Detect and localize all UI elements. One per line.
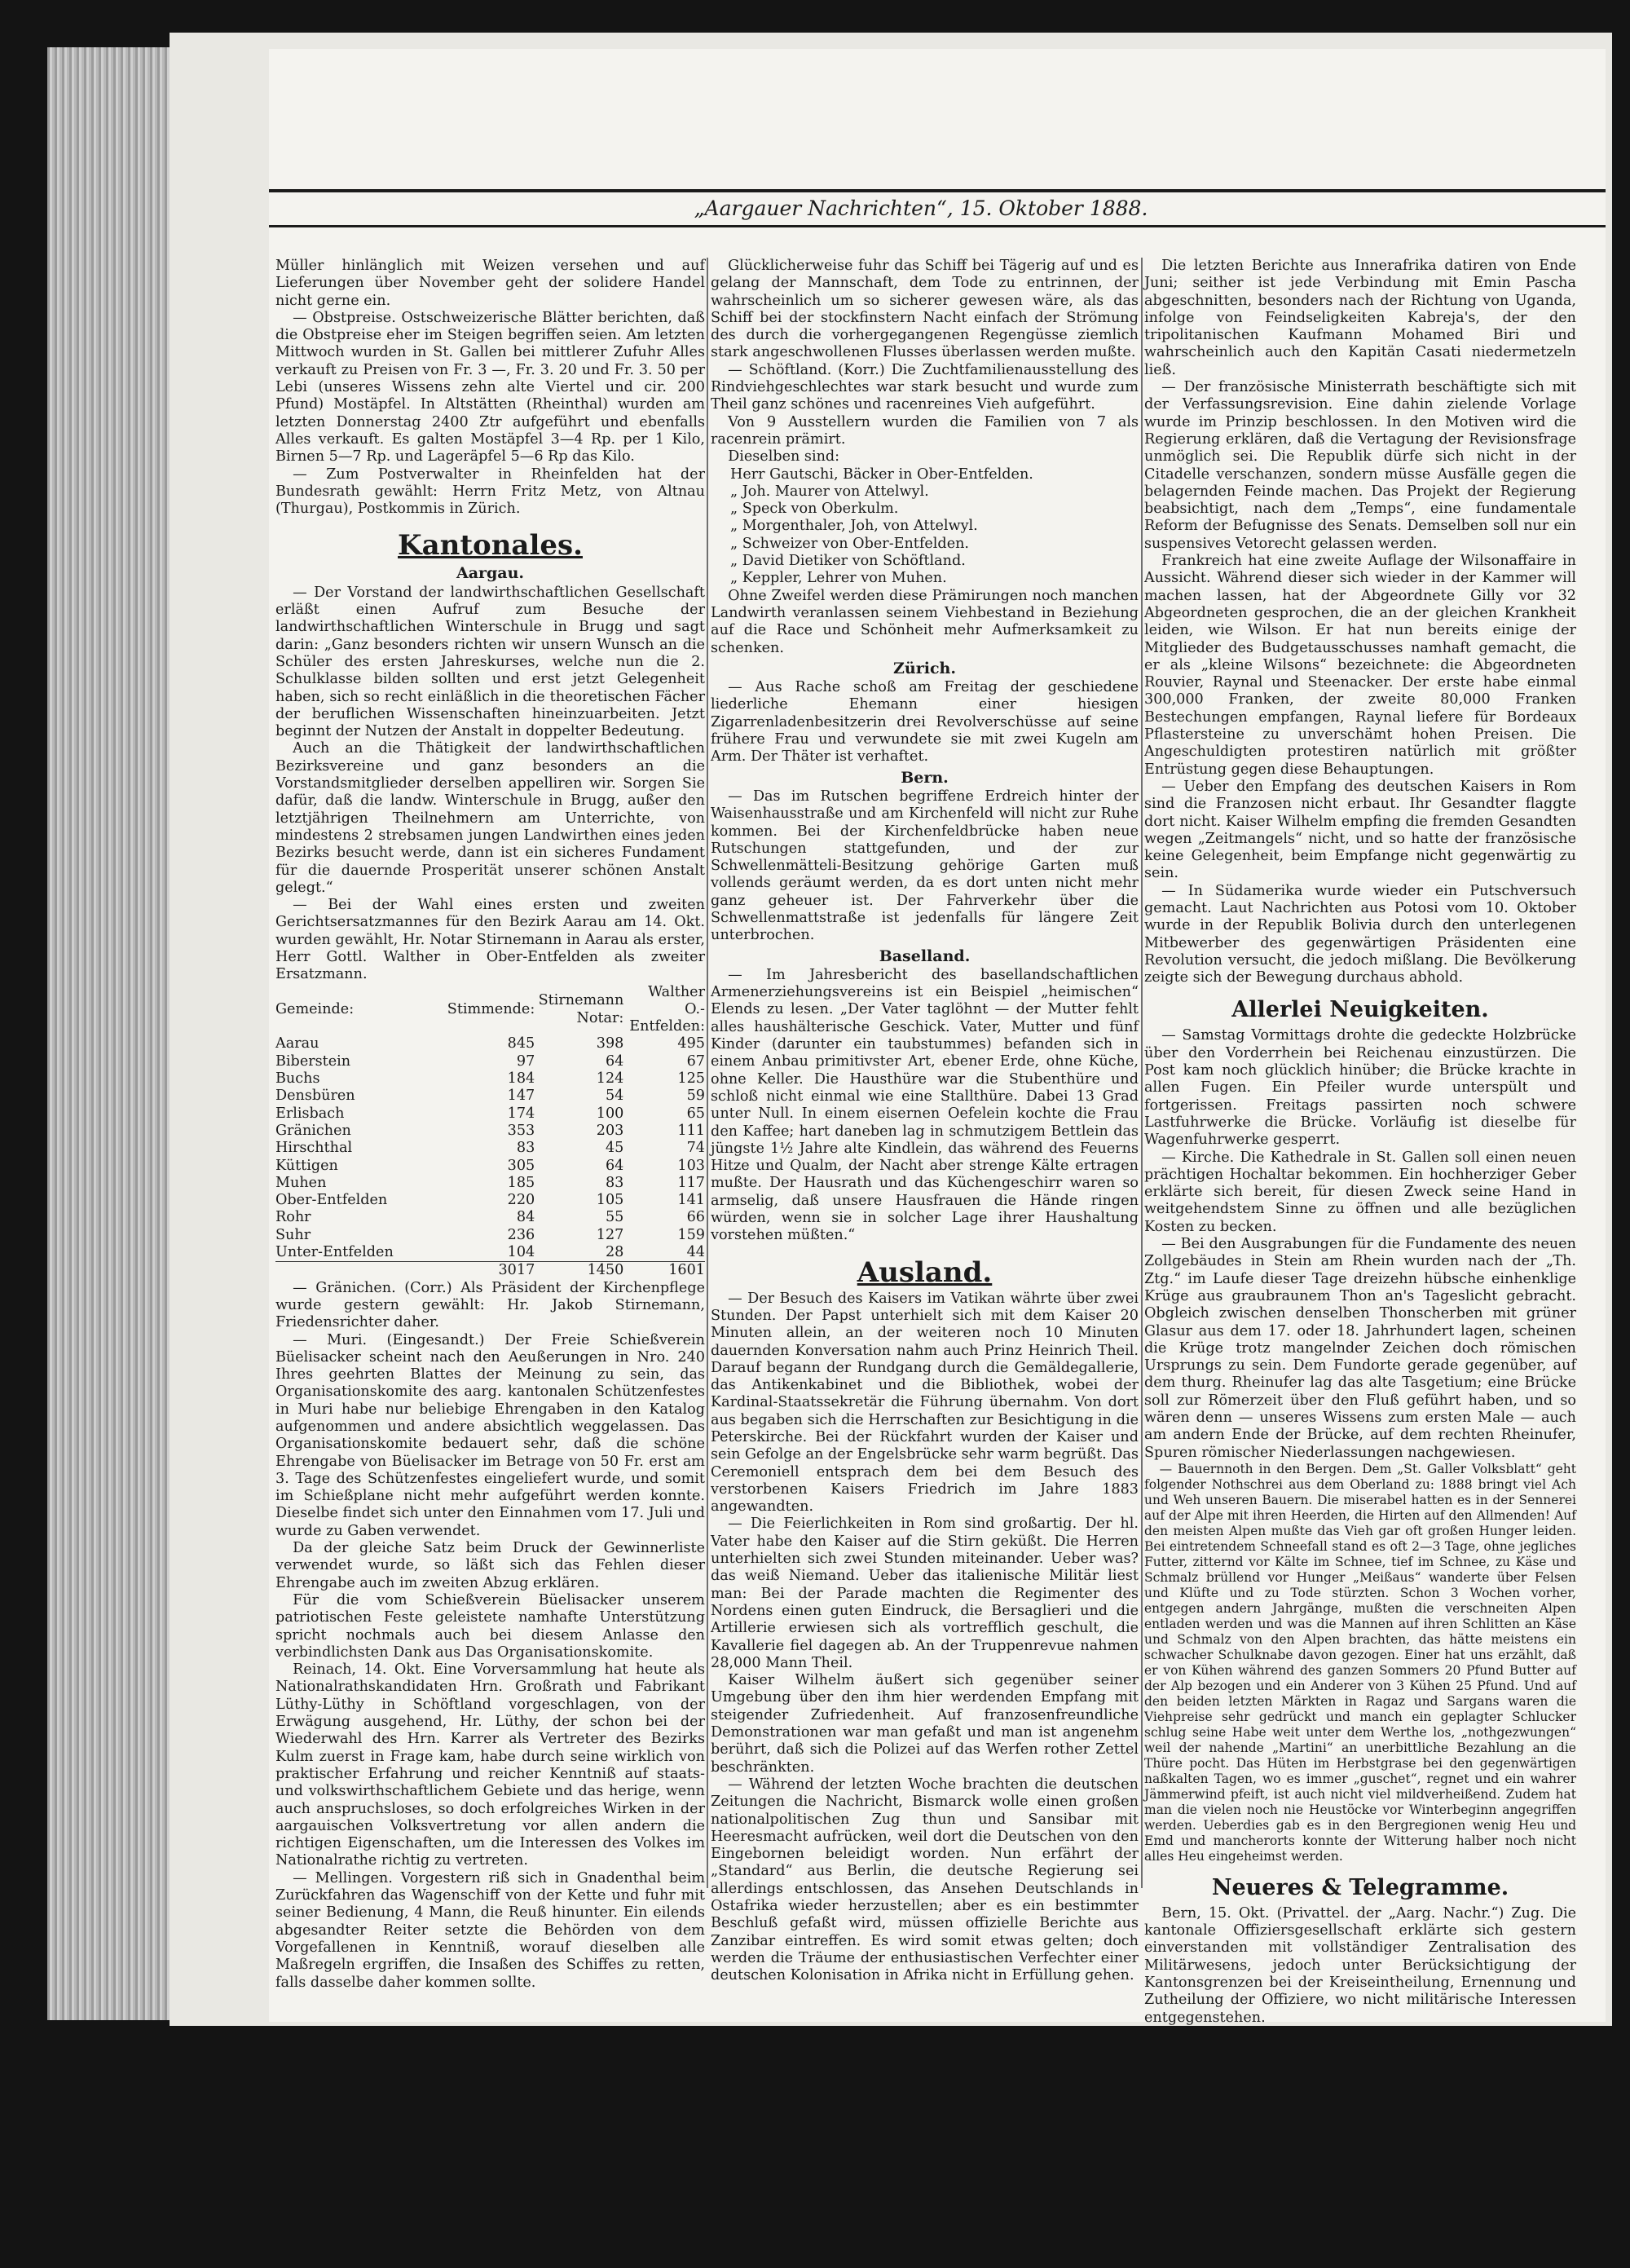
total-walther: 1601 — [623, 1262, 705, 1280]
vote-totals — [275, 1262, 705, 1280]
article-reinach: Reinach, 14. Okt. Eine Vorversammlung hat heute als Nationalrathskandidaten Hrn. Großrath und Fabrikant Lüthy-Lüthy in Schöftland vorgeschlagen, von der Erwägung ausgehend, Hr. Lüthy, der schon bei der Wiederwahl des Hrn. Karrer als Vertreter des Bezirks Kulm zuerst in Frage kam, habe durch seine wirklich von praktischer Erfahrung und reicher Kenntniß auf staats- und volkswirthschaftlichem Gebiete und das herige, wenn auch anspruchsloses, so doch erfolgreiches Wirken in der aargauischen Volksvertretung vor allen andern die richtigen Eigenschaften, um die Interessen des Volkes im Nationalrathe richtig zu vertreten. — [275, 1661, 705, 1869]
article-postverwalter: — Zum Postverwalter in Rheinfelden hat der Bundesrath gewählt: Herrn Fritz Metz, von Altnau (Thurgau), Postkommis in Zürich. — [275, 466, 705, 518]
article-rache: — Aus Rache schoß am Freitag der geschiedene liederliche Ehemann einer hiesigen Zigarrenladenbesitzerin drei Revolverschüsse auf seine frühere Frau und verwundete sie mit zwei Kugeln am Arm. Der Thäter ist verhaftet. — [711, 679, 1139, 766]
article-jahresbericht: — Im Jahresbericht des basellandschaftlichen Armenerziehungsvereins ist ein Beispiel „heimischen“ Elends zu lesen. „Der Vater taglöhnt — der Mutter fehlt alles haushälterische Geschick. Vater, Mutter und fünf Kinder (darunter ein taubstummes) befanden sich in einem Anbau primitivster Art, ebener Erde, ohne Küche, ohne Keller. Die Hausthüre war die Stubenthüre und schloß nicht einmal wie eine Stallthüre. Dabei 13 Grad unter Null. In einem eisernen Oefelein kochte die Frau den Kaffee; hart daneben lag in schmutzigem Bettlein das jüngste 1½ Jahre alte Kindlein, das während des Feuerns Hitze und Qualm, der Nacht aber strenge Kälte ertragen mußte. Der Hausrath und das Küchengeschirr waren so armselig, daß unsere Hausfrauen die Hände ringen würden, wenn sie in solcher Lage ihrer Haushaltung vorstehen müßten.“ — [711, 966, 1139, 1244]
header-rule-bottom — [269, 225, 1606, 227]
vote-cell-stirnemann: 28 — [605, 1244, 624, 1261]
vote-cell-gemeinde: Ober-Entfelden — [275, 1192, 388, 1209]
vote-cell-stimmende: 83 — [516, 1140, 535, 1157]
vote-row — [275, 1035, 705, 1052]
vote-cell-stimmende: 147 — [507, 1088, 535, 1105]
column-3 — [1144, 258, 1576, 2026]
header-walther: Walther O.-Entfelden: — [629, 983, 705, 1035]
vote-cell-stimmende: 353 — [507, 1122, 535, 1139]
vote-cell-walther: 103 — [677, 1157, 705, 1174]
column-divider-2 — [1141, 258, 1143, 1888]
article-mellingen: — Mellingen. Vorgestern riß sich in Gnadenthal beim Zurückfahren das Wagenschiff von der Kette und fuhr mit seiner Bedienung, 4 Mann, die Reuß hinunter. Ein eilends abgesandter Reiter setzte die Behörden von dem Vorgefallenen in Kenntniß, worauf dieselben alle Maßregeln ergriffen, die Insaßen des Schiffes zu retten, falls dasselbe daher kommen sollte. — [275, 1869, 705, 1991]
vote-cell-gemeinde: Gränichen — [275, 1122, 351, 1139]
vote-cell-walther: 125 — [677, 1070, 705, 1088]
article-feierlichkeiten: — Die Feierlichkeiten in Rom sind großartig. Der hl. Vater habe den Kaiser auf die Stirn geküßt. Die Herren unterhielten sich zwei Stunden miteinander. Ueber was? das weiß Niemand. Ueber das italienische Militär liest man: Bei der Parade machten die Regimenter des Nordens einen guten Eindruck, die Bersaglieri und die Artillerie erwiesen sich als vortrefflich geschult, die Kavallerie fiel dagegen ab. An der Truppenrevue nahmen 28,000 Mann Theil. — [711, 1516, 1139, 1671]
subheading-bern: Bern. — [901, 768, 949, 787]
article-vorstand: — Der Vorstand der landwirthschaftlichen Gesellschaft erläßt einen Aufruf zum Besuche der landwirthschaftlichen Winterschule in Brugg und sagt darin: „Ganz besonders richten wir unsern Wunsch an die Schüler des ersten Jahreskurses, welche nun die 2. Schulklasse bilden sollten und erst jetzt Gelegenheit haben, sich so recht einläßlich in die theoretischen Fächer der beruflichen Wissenschaften hineinzuarbeiten. Jetzt beginnt der Nutzen der Anstalt in doppelter Bedeutung. — [275, 584, 705, 740]
vote-cell-stirnemann: 127 — [596, 1226, 624, 1243]
vote-cell-stirnemann: 55 — [605, 1209, 624, 1226]
vote-cell-stirnemann: 105 — [596, 1192, 624, 1209]
vote-row — [275, 1227, 705, 1244]
vote-cell-walther: 495 — [677, 1035, 705, 1052]
awardee-list — [711, 466, 1139, 588]
header-rule-top — [269, 189, 1606, 192]
vote-row — [275, 1123, 705, 1140]
vote-cell-stimmende: 184 — [507, 1070, 535, 1088]
article-muri: — Muri. (Eingesandt.) Der Freie Schießverein Büelisacker scheint nach den Aeußerungen in Nro. 240 Ihres geehrten Blattes der Meinung zu sein, das Organisationskomite des aarg. kantonalen Schützenfestes in Muri habe nur beliebige Ehrengaben in den Katalog aufgenommen und andere absichtlich weggelassen. Das Organisationskomite bedauert sehr, daß die schöne Ehrengabe von Büelisacker im Betrage von 50 Fr. erst am 3. Tage des Schützenfestes eingeliefert wurde, und somit im Schießplane nicht mehr aufgeführt werden konnte. Dieselbe findet sich unter den Einnahmen vom 17. Juli und wurde zu Gaben verwendet. — [275, 1331, 705, 1539]
section-heading-allerlei: Allerlei Neuigkeiten. — [1231, 997, 1489, 1023]
article-druck: Da der gleiche Satz beim Druck der Gewinnerliste verwendet wurde, so läßt sich das Fehlen dieser Ehrengabe auch im zweiten Abzug erklären. — [275, 1540, 705, 1591]
vote-cell-stirnemann: 45 — [605, 1140, 624, 1157]
vote-cell-gemeinde: Hirschthal — [275, 1140, 353, 1157]
article-schoeftland: — Schöftland. (Korr.) Die Zuchtfamilienausstellung des Rindviehgeschlechtes war stark besucht und wurde zum Theil ganz schönes und racenreines Vieh aufgeführt. — [711, 361, 1139, 413]
total-stimmende: 3017 — [447, 1262, 535, 1280]
vote-cell-gemeinde: Unter-Entfelden — [275, 1244, 394, 1261]
vote-row — [275, 1105, 705, 1123]
total-label — [275, 1262, 447, 1280]
vote-row — [275, 1158, 705, 1175]
masthead: „Aargauer Nachrichten“, 15. Oktober 1888. — [694, 196, 1148, 220]
article-intro: Müller hinlänglich mit Weizen versehen und auf Lieferungen über November geht der solidere Handel nicht gerne ein. — [275, 258, 705, 309]
vote-row — [275, 1140, 705, 1157]
subheading-aargau: Aargau. — [456, 564, 525, 583]
vote-cell-stirnemann: 54 — [605, 1088, 624, 1105]
article-wilsonaffaire: Frankreich hat eine zweite Auflage der Wilsonaffaire in Aussicht. Während dieser sich wieder in der Kammer will machen lassen, hat der Abgeordnete Gilly vor 32 Abgeordneten gesprochen, die an der gleichen Krankheit leiden, wie Wilson. Er hat nun bereits einige der Mitglieder des Budgetausschusses namhaft gemacht, die er als „kleine Wilsons“ bezeichnete: die Abgeordneten Rouvier, Raynal und Steenacker. Der erste habe einmal 300,000 Franken, der zweite 80,000 Franken Bestechungen empfangen, Raynal liefere für Bordeaux Pflastersteine zu unverschämt hohen Preisen. Die Angeschuldigten protestiren natürlich mit größter Entrüstung gegen diese Behauptungen. — [1144, 553, 1576, 778]
vote-cell-gemeinde: Buchs — [275, 1070, 320, 1088]
vote-cell-stimmende: 84 — [516, 1209, 535, 1226]
article-besuch: — Der Besuch des Kaisers im Vatikan währte über zwei Stunden. Der Papst unterhielt sich mit dem Kaiser 20 Minuten allein, an der weiteren noch 10 Minuten dauernden Konversation nahm auch Prinz Heinrich Theil. Darauf begann der Rundgang durch die Gemäldegallerie, das Antikenkabinet und die Bibliothek, wobei der Kardinal-Staatssekretär die Führung übernahm. Von dort aus begaben sich die Herrschaften zur Besichtigung in die Peterskirche. Bei der Rückfahrt wurden der Kaiser und sein Gefolge an der Engelsbrücke sehr warm begrüßt. Das Ceremoniell entsprach dem bei dem Besuch des verstorbenen Kaisers Friedrich im Jahre 1883 angewandten. — [711, 1290, 1139, 1516]
awardee-item: „ David Dietiker von Schöftland. — [730, 553, 966, 570]
vote-cell-stimmende: 845 — [507, 1035, 535, 1052]
vote-row — [275, 1053, 705, 1070]
awardee-item: „ Joh. Maurer von Attelwyl. — [730, 483, 929, 500]
vote-rows — [275, 1035, 705, 1261]
article-graenichen: — Gränichen. (Corr.) Als Präsident der Kirchenpflege wurde gestern gewählt: Hr. Jakob Stirnemann, Friedensrichter daher. — [275, 1279, 705, 1331]
article-innerafrika: Die letzten Berichte aus Innerafrika datiren von Ende Juni; seither ist jede Verbindung mit Emin Pascha abgeschnitten, besonders nach der Richtung von Uganda, infolge von Feindseligkeiten Kabreja's, der den tripolitanischen Kaufmann Mohamed Biri und wahrscheinlich auch den Kapitän Casati niedermetzeln ließ. — [1144, 258, 1576, 378]
vote-cell-walther: 67 — [686, 1052, 705, 1070]
section-heading-ausland: Ausland. — [857, 1255, 993, 1289]
vote-cell-gemeinde: Densbüren — [275, 1088, 355, 1105]
article-dieselben: Dieselben sind: — [728, 448, 840, 466]
vote-cell-stirnemann: 398 — [596, 1035, 624, 1052]
article-bauernnoth: — Bauernnoth in den Bergen. Dem „St. Galler Volksblatt“ geht folgender Nothschrei aus dem Oberland zu: 1888 bringt viel Ach und Weh unseren Bauern. Die miserabel hatten es in der Sennerei auf der Alpe mit ihren Heerden, die Hirten auf den Allmenden! Auf den meisten Alpen mußte das Vieh gar oft großen Hunger leiden. Bei eintretendem Schneefall stand es oft 2—3 Tage, ohne jegliches Futter, zitternd vor Kälte im Schnee, tief im Schnee, zu Käse und Schmalz brüllend vor Hunger „Meißaus“ wanderte über Felsen und Klüfte und zu Tode stürzten. Schon 3 Wochen vorher, entgegen andern Jahrgänge, mußten die verschneiten Alpen entladen werden und was die Mannen auf ihren Schlitten an Käse und Schmalz von den Alpen brachten, das hätte meistens ein schwacher Schulknabe davon gezogen. Einer hat uns erzählt, daß er von Kühen während des ganzen Sommers 20 Pfund Butter auf der Alp bezogen und ein Anderer von 3 Kühen 25 Pfund. Und auf den beiden letzten Märkten in Ragaz und Sargans waren die Viehpreise sehr gedrückt und manch ein geplagter Schlucker schlug seine Habe weit unter dem Werthe los, „nothgezwungen“ weil der nahende „Martini“ an unerbittliche Bezahlung an die Thüre pocht. Das Hüten im Herbstgrase bei den gegenwärtigen naßkalten Tagen, wo es immer „guschet“, regnet und ein wahrer Jämmerwind pfeift, ist auch nicht viel mildverheißend. Zudem hat man die vielen noch nie Heustöcke vor Winterbeginn angegriffen werden. Ueberdies gab es in den Bergregionen wenig Heu und Emd und mancherorts konnte der Witterung halber noch nicht alles Heu eingeheimst werden. — [1144, 1461, 1576, 1864]
subheading-zuerich: Zürich. — [893, 659, 956, 677]
vote-table — [275, 984, 705, 1280]
vote-cell-walther: 111 — [677, 1122, 705, 1139]
vote-cell-gemeinde: Küttigen — [275, 1157, 338, 1174]
vote-cell-stirnemann: 64 — [605, 1052, 624, 1070]
vote-cell-walther: 74 — [686, 1140, 705, 1157]
vote-row — [275, 1244, 705, 1262]
awardee-item: „ Speck von Oberkulm. — [730, 501, 899, 518]
section-heading-kantonales: Kantonales. — [398, 529, 583, 563]
header-gemeinde: Gemeinde: — [275, 1000, 355, 1017]
vote-row — [275, 1070, 705, 1088]
article-kirche: — Kirche. Die Kathedrale in St. Gallen soll einen neuen prächtigen Hochaltar bekommen. Ein hochherziger Geber erklärte sich bereit, für diesen Zweck seine Hand in weitgehendstem Sinne zu öffnen und alle bezüglichen Kosten zu becken. — [1144, 1149, 1576, 1235]
vote-cell-walther: 65 — [686, 1105, 705, 1122]
awardee-item: „ Keppler, Lehrer von Muhen. — [730, 570, 947, 587]
article-ausgrabungen: — Bei den Ausgrabungen für die Fundamente des neuen Zollgebäudes in Stein am Rhein wurden nach der „Th. Ztg.“ im Laufe dieser Tage dreizehn hübsche einhenklige Krüge aus graubraunem Thon an's Tageslicht gebracht. Obgleich zwischen denselben Thonscherben mit grüner Glasur aus dem 17. oder 18. Jahrhundert lagen, scheinen die Krüge trotz mangelnder Zeichen doch römischen Ursprungs zu sein. Dem Fundorte gerade gegenüber, auf dem thurg. Rheinufer lag das alte Tasgetium; eine Brücke soll zur Römerzeit über den Fluß geführt haben, und so wären denn — unseres Wissens zum ersten Male — auch am andern Ende der Brücke, auf dem rechten Rheinufer, Spuren römischer Niederlassungen nachgewiesen. — [1144, 1236, 1576, 1461]
section-heading-neueres: Neueres & Telegramme. — [1211, 1874, 1509, 1900]
vote-table-header — [275, 984, 705, 1036]
awardee-item: Herr Gautschi, Bäcker in Ober-Entfelden. — [730, 466, 1033, 483]
vote-cell-walther: 59 — [686, 1088, 705, 1105]
column-divider-1 — [707, 258, 708, 1888]
article-suedamerika: — In Südamerika wurde wieder ein Putschversuch gemacht. Laut Nachrichten aus Potosi vom 10. Oktober wurde in der Republik Bolivia durch den unterlegenen Mitbewerber des gegenwärtigen Präsidenten eine Revolution versucht, die jedoch mißlang. Die Bevölkerung zeigte sich der Bewegung durchaus abhold. — [1144, 882, 1576, 986]
subheading-baselland: Baselland. — [879, 946, 971, 965]
article-zweifel: Ohne Zweifel werden diese Prämirungen noch manchen Landwirth veranlassen seinem Viehbestand in Beziehung auf die Race und Schönheit mehr Aufmerksamkeit zu schenken. — [711, 587, 1139, 656]
total-stirnemann: 1450 — [535, 1262, 623, 1280]
vote-cell-stirnemann: 83 — [605, 1174, 624, 1191]
article-rutschen: — Das im Rutschen begriffene Erdreich hinter der Waisenhausstraße und am Kirchenfeld will nicht zur Ruhe kommen. Bei der Kirchenfeldbrücke haben neue Rutschungen stattgefunden, und der zur Schwellenmätteli-Besitzung gehörige Garten muß vollends geräumt werden, da es dort unten nicht mehr ganz geheuer ist. Der Fahrverkehr über die Schwellenmattstraße ist jedenfalls für längere Zeit unterbrochen. — [711, 788, 1139, 944]
vote-cell-stirnemann: 203 — [596, 1122, 624, 1139]
header-stimmende: Stimmende: — [447, 1000, 535, 1017]
vote-cell-gemeinde: Erlisbach — [275, 1105, 345, 1122]
vote-cell-stimmende: 236 — [507, 1226, 535, 1243]
vote-cell-stirnemann: 64 — [605, 1157, 624, 1174]
vote-cell-gemeinde: Rohr — [275, 1209, 311, 1226]
vote-cell-walther: 117 — [677, 1174, 705, 1191]
article-dank: Für die vom Schießverein Büelisacker unserem patriotischen Feste geleistete namhafte Unterstützung spricht nochmals auch bei diesem Anlasse den verbindlichsten Dank aus Das Organisationskomite. — [275, 1591, 705, 1661]
article-ministerrath: — Der französische Ministerrath beschäftigte sich mit der Verfassungsrevision. Eine dahin zielende Vorlage wurde im Prinzip beschlossen. In den Motiven wird die Regierung erklären, daß die Vertagung der Revisionsfrage unmöglich sei. Die Republik dürfe sich nicht in der Citadelle verschanzen, sondern müsse Ausfälle gegen die belagernden Feinde machen. Das Projekt der Regierung beabsichtigt, nach dem „Temps“, eine fundamentale Reform der Befugnisse des Senats. Demselben soll nur ein suspensives Vetorecht gelassen werden. — [1144, 379, 1576, 552]
vote-cell-stimmende: 305 — [507, 1157, 535, 1174]
vote-row — [275, 1192, 705, 1209]
vote-cell-stimmende: 174 — [507, 1105, 535, 1122]
vote-cell-gemeinde: Biberstein — [275, 1052, 351, 1070]
column-2 — [711, 258, 1139, 1984]
vote-cell-stimmende: 104 — [507, 1244, 535, 1261]
vote-cell-walther: 44 — [686, 1244, 705, 1261]
vote-cell-stimmende: 97 — [516, 1052, 535, 1070]
article-aussteller: Von 9 Ausstellern wurden die Familien von 7 als racenrein prämirt. — [711, 413, 1139, 448]
vote-row — [275, 1209, 705, 1226]
article-kaiser-wilhelm: Kaiser Wilhelm äußert sich gegenüber seiner Umgebung über den ihm hier werdenden Empfang mit steigender Zufriedenheit. Auf franzosenfreundliche Demonstrationen war man gefaßt und man ist angenehm berührt, daß sich die Polizei auf das Werfen rother Zettel beschränkten. — [711, 1672, 1139, 1776]
article-taetigkeit: Auch an die Thätigkeit der landwirthschaftlichen Bezirksvereine und ganz besonders an die Vorstandsmitglieder derselben appelliren wir. Sorgen Sie dafür, daß die landw. Winterschule in Brugg, außer den letztjährigen Theilnehmern am Unterrichte, von mindestens 2 strebsamen jungen Landwirthen eines jeden Bezirks besucht werde, dann ist ein sicheres Fundament für die dauernde Prosperität unserer schönen Anstalt gelegt.“ — [275, 740, 705, 896]
article-bern-telegramm: Bern, 15. Okt. (Privattel. der „Aarg. Nachr.“) Zug. Die kantonale Offiziersgesellschaft erklärte sich gestern einverstanden mit vollständiger Zentralisation des Militärwesens, jedoch unter Berücksichtigung der Kantonsgrenzen bei der Kreiseintheilung, Ernennung und Zutheilung der Offiziere, wo nicht militärische Interessen entgegenstehen. — [1144, 1904, 1576, 2026]
vote-row — [275, 1175, 705, 1192]
vote-cell-gemeinde: Suhr — [275, 1226, 311, 1243]
vote-cell-stirnemann: 124 — [596, 1070, 624, 1088]
vote-cell-walther: 66 — [686, 1209, 705, 1226]
vote-cell-walther: 141 — [677, 1192, 705, 1209]
article-obstpreise: — Obstpreise. Ostschweizerische Blätter berichten, daß die Obstpreise eher im Steigen begriffen seien. Am letzten Mittwoch wurden in St. Gallen bei mittlerer Zufuhr Alles verkauft zu Preisen von Fr. 3 —, Fr. 3. 20 und Fr. 3. 50 per Lebi (unseres Wissens zehn alte Viertel und cir. 200 Pfund) Mostäpfel. In Altstätten (Rheinthal) wurden am letzten Donnerstag 2400 Ztr aufgeführt und ebenfalls Alles verkauft. Es galten Mostäpfel 3—4 Rp. per 1 Kilo, Birnen 5—7 Rp. und Lageräpfel 5—6 Rp das Kilo. — [275, 309, 705, 466]
awardee-item: „ Schweizer von Ober-Entfelden. — [730, 535, 970, 552]
column-1 — [275, 258, 705, 1991]
vote-cell-stimmende: 185 — [507, 1174, 535, 1191]
article-samstag: — Samstag Vormittags drohte die gedeckte Holzbrücke über den Vorderrhein bei Reichenau einzustürzen. Die Post kam noch glücklich hinüber; die Brücke krachte in allen Fugen. Ein Pfeiler wurde unterspült und fortgerissen. Freitags passirten noch schwere Lastfuhrwerke die Brücke. Vorläufig ist dieselbe für Wagenfuhrwerke gesperrt. — [1144, 1027, 1576, 1149]
vote-row — [275, 1088, 705, 1105]
article-empfang: — Ueber den Empfang des deutschen Kaisers in Rom sind die Franzosen nicht erbaut. Ihr Gesandter flaggte dort nicht. Kaiser Wilhelm empfing die fremden Gesandten wegen „Zeitmangels“ nicht, und so hatte der französische keine Gelegenheit, beim Empfange nicht gegenwärtig zu sein. — [1144, 778, 1576, 882]
vote-cell-walther: 159 — [677, 1226, 705, 1243]
vote-cell-gemeinde: Aarau — [275, 1035, 319, 1052]
vote-cell-stimmende: 220 — [507, 1192, 535, 1209]
vote-cell-gemeinde: Muhen — [275, 1174, 327, 1191]
article-gluecklich: Glücklicherweise fuhr das Schiff bei Tägerig auf und es gelang der Mannschaft, dem Tode zu entrinnen, der wahrscheinlich um so sicherer gewesen wäre, als das Schiff bei der stockfinstern Nacht einfach der Strömung des durch die vorhergegangenen Regengüsse ziemlich stark angeschwollenen Flusses überlassen werden mußte. — [711, 258, 1139, 361]
awardee-item: „ Morgenthaler, Joh, von Attelwyl. — [730, 518, 978, 535]
vote-cell-stirnemann: 100 — [596, 1105, 624, 1122]
header-stirnemann: Stirnemann Notar: — [538, 992, 624, 1026]
article-wahl: — Bei der Wahl eines ersten und zweiten Gerichtsersatzmannes für den Bezirk Aarau am 14. Okt. wurden gewählt, Hr. Notar Stirnemann in Aarau als erster, Herr Gottl. Walther in Ober-Entfelden als zweiter Ersatzmann. — [275, 897, 705, 983]
article-bismarck: — Während der letzten Woche brachten die deutschen Zeitungen die Nachricht, Bismarck wolle einen großen nationalpolitischen Zug thun und Sansibar mit Heeresmacht aufrücken, weil dort die Deutschen von den Eingebornen beleidigt worden. Nun erfährt der „Standard“ aus Berlin, die deutsche Regierung sei allerdings entschlossen, das Ansehen Deutschlands in Ostafrika wieder herzustellen; aber es ein bestimmter Beschluß gefaßt wird, müssen offizielle Berichte aus Zanzibar eintreffen. Es wird somit etwas gelten; doch werden die Träume der enthusiastischen Verfechter einer deutschen Kolonisation in Afrika nicht in Erfüllung gehen. — [711, 1776, 1139, 1984]
